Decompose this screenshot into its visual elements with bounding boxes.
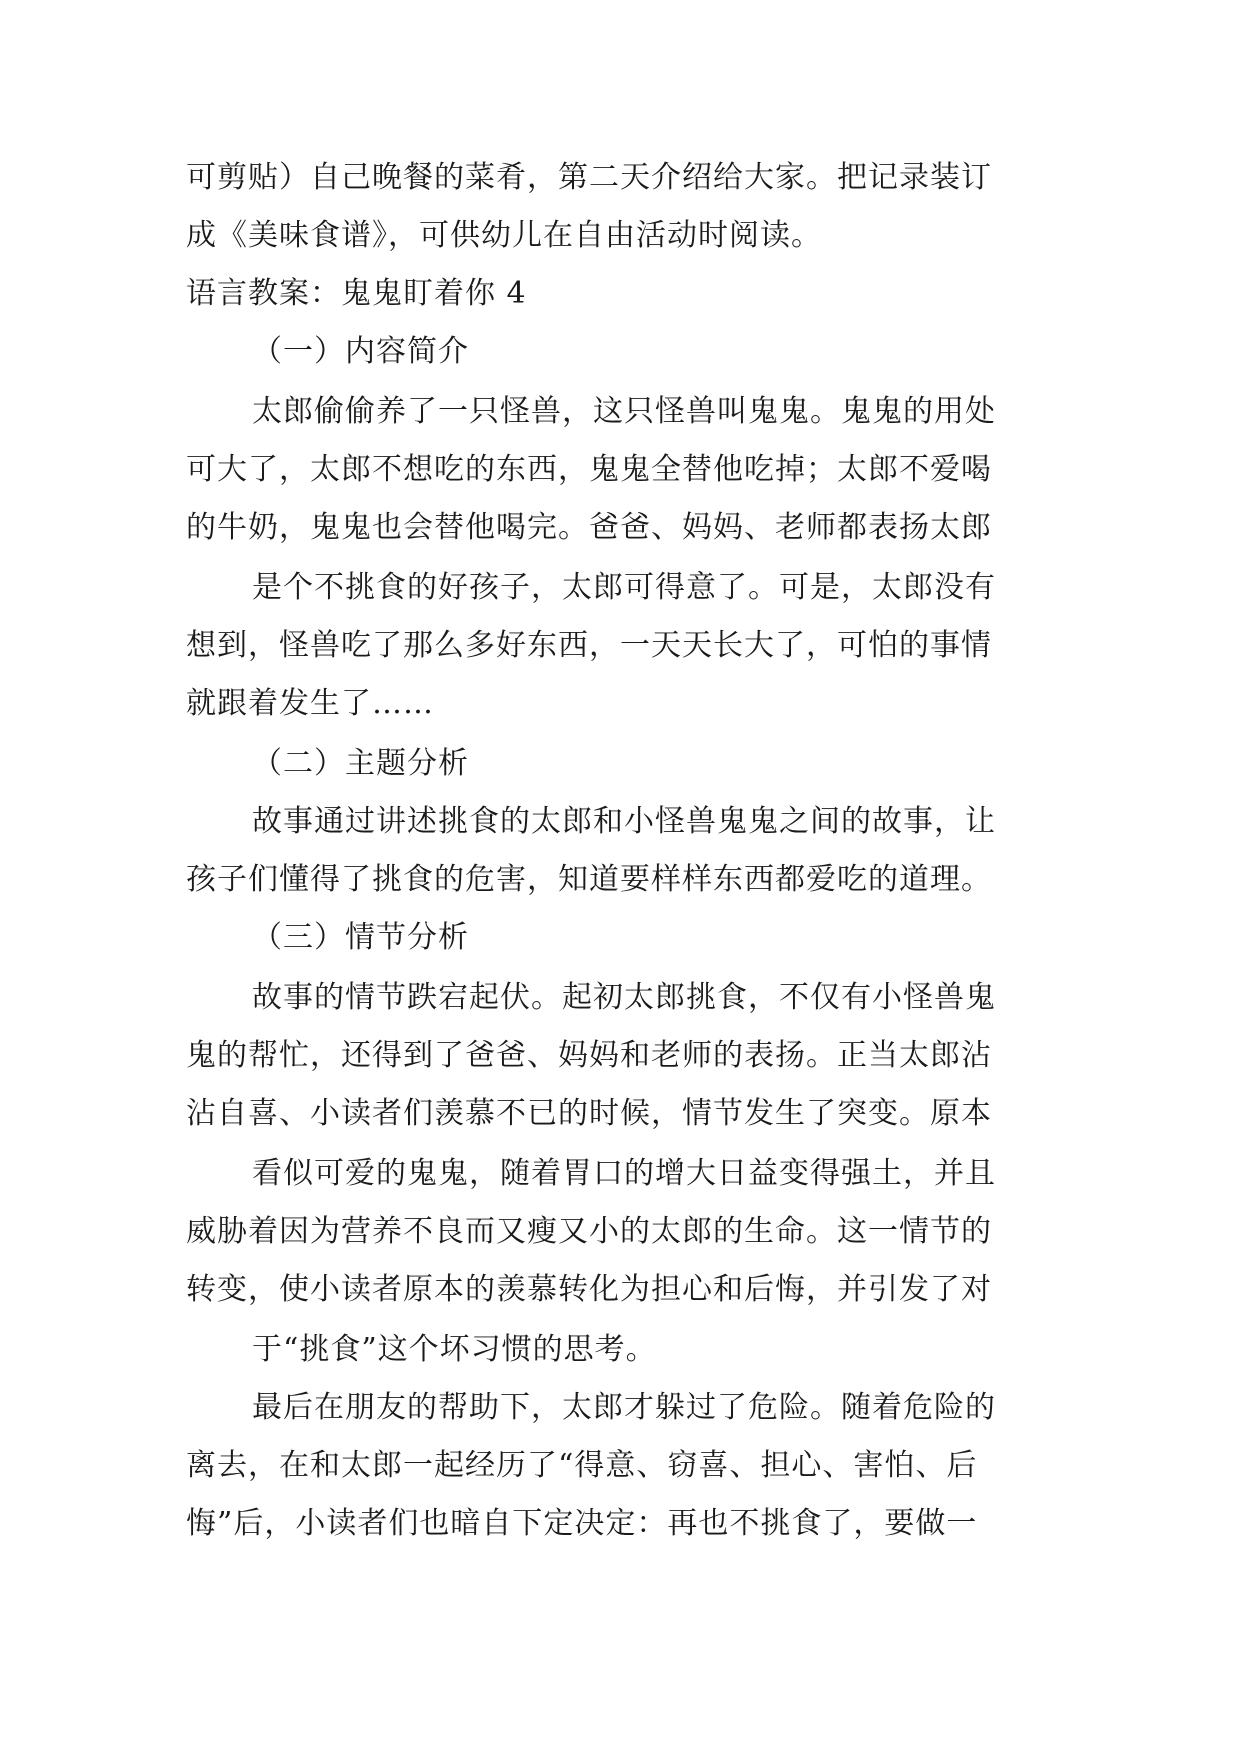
text-line: 看似可爱的鬼鬼，随着胃口的增大日益变得强土，并且 — [252, 1156, 996, 1191]
text-line: 离去，在和太郎一起经历了“得意、窃喜、担心、害怕、后 — [186, 1448, 978, 1483]
text-line: 沾自喜、小读者们羡慕不已的时候，情节发生了突变。原本 — [186, 1096, 992, 1131]
text-line: 于“挑食”这个坏习惯的思考。 — [252, 1332, 657, 1367]
subsection-heading: （二）主题分析 — [252, 746, 469, 781]
text-line: 鬼的帮忙，还得到了爸爸、妈妈和老师的表扬。正当太郎沾 — [186, 1038, 992, 1073]
subsection-heading: （一）内容简介 — [252, 334, 469, 369]
subsection-heading: （三）情节分析 — [252, 920, 469, 955]
text-line: 最后在朋友的帮助下，太郎才躲过了危险。随着危险的 — [252, 1390, 996, 1425]
text-line: 故事的情节跌宕起伏。起初太郎挑食，不仅有小怪兽鬼 — [252, 980, 996, 1015]
text-line: 是个不挑食的好孩子，太郎可得意了。可是，太郎没有 — [252, 570, 996, 605]
section-heading: 语言教案：鬼鬼盯着你 4 — [186, 276, 527, 311]
text-line: 的牛奶，鬼鬼也会替他喝完。爸爸、妈妈、老师都表扬太郎 — [186, 510, 992, 545]
text-line: 故事通过讲述挑食的太郎和小怪兽鬼鬼之间的故事，让 — [252, 804, 996, 839]
text-line: 成《美味食谱》，可供幼儿在自由活动时阅读。 — [186, 218, 822, 253]
text-line: 想到，怪兽吃了那么多好东西，一天天长大了，可怕的事情 — [186, 628, 992, 663]
text-line: 可大了，太郎不想吃的东西，鬼鬼全替他吃掉；太郎不爱喝 — [186, 452, 992, 487]
text-line: 转变，使小读者原本的羡慕转化为担心和后悔，并引发了对 — [186, 1272, 992, 1307]
text-line: 悔”后，小读者们也暗自下定决定：再也不挑食了，要做一 — [186, 1506, 978, 1541]
text-line: 太郎偷偷养了一只怪兽，这只怪兽叫鬼鬼。鬼鬼的用处 — [252, 394, 996, 429]
text-line: 威胁着因为营养不良而又瘦又小的太郎的生命。这一情节的 — [186, 1214, 992, 1249]
text-line: 就跟着发生了…… — [186, 686, 434, 721]
text-line: 孩子们懂得了挑食的危害，知道要样样东西都爱吃的道理。 — [186, 862, 992, 897]
text-line: 可剪贴）自己晚餐的菜肴，第二天介绍给大家。把记录装订 — [186, 160, 992, 195]
